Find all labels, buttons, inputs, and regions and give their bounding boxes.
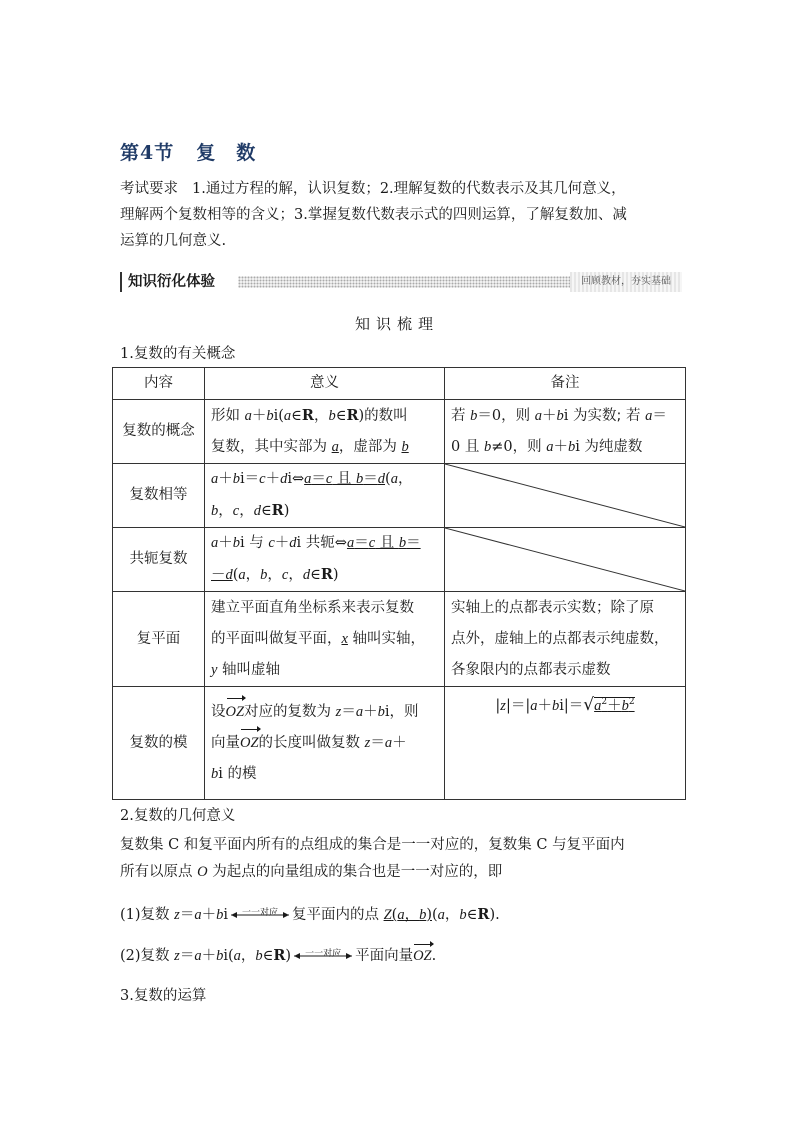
- row-note: 实轴上的点都表示实数；除了原 点外，虚轴上的点都表示纯虚数， 各象限内的点都表示虚数: [445, 592, 686, 687]
- row-note: 若 b＝0，则 a＋bi 为实数; 若 a＝ 0 且 b≠0，则 a＋bi 为纯虚数: [445, 400, 686, 464]
- row-name: 复数的概念: [113, 400, 205, 464]
- row-note: $|z|=|a+bi|=√a^2+b^2$: [445, 687, 686, 800]
- concepts-table: [112, 367, 686, 800]
- table-header-row: [113, 368, 686, 400]
- row-name: 共轭复数: [113, 528, 205, 592]
- header-content: 内容: [113, 368, 205, 400]
- empty-diagonal-cell: [445, 464, 686, 528]
- row-name: 复平面: [113, 592, 205, 687]
- table-row: [113, 528, 686, 592]
- subheading: 知识梳理: [354, 315, 439, 333]
- bidirectional-arrow-icon: 一一对应: [291, 947, 355, 965]
- banner-dots: [238, 276, 570, 288]
- section-name: 复 数: [196, 142, 257, 164]
- table-row: [113, 687, 686, 800]
- section-banner: [120, 272, 682, 292]
- requirements-label: 考试要求: [120, 181, 178, 197]
- correspondence-item-2: (2)复数 z＝a＋bi(a，b∈R) 一一对应 平面向量OZ.: [120, 942, 680, 970]
- banner-tag: 回顾教材，夯实基础: [570, 272, 682, 292]
- row-meaning: a＋bi 与 c＋di 共轭⇔a＝c 且 b＝ －d(a，b，c，d∈R): [205, 528, 445, 592]
- exam-requirements: [120, 176, 680, 254]
- section-number: 第4节: [120, 142, 175, 164]
- section-3-heading: 3.复数的运算: [120, 988, 207, 1004]
- row-name: 复数相等: [113, 464, 205, 528]
- banner-title: 知识衍化体验: [120, 272, 219, 292]
- section-2-heading: 2.复数的几何意义: [120, 808, 236, 824]
- row-name: 复数的模: [113, 687, 205, 800]
- header-note: 备注: [445, 368, 686, 400]
- row-meaning: 设OZ对应的复数为 z＝a＋bi，则 向量OZ的长度叫做复数 z＝a＋ bi 的模: [205, 687, 445, 800]
- bidirectional-arrow-icon: 一一对应: [228, 906, 292, 924]
- row-meaning: a＋bi＝c＋di⇔a＝c 且 b＝d(a， b，c，d∈R): [205, 464, 445, 528]
- requirements-line-1: 1.通过方程的解，认识复数；2.理解复数的代数表示及其几何意义，: [192, 181, 626, 197]
- row-meaning: 形如 a＋bi(a∈R，b∈R)的数叫 复数，其中实部为 a，虚部为 b: [205, 400, 445, 464]
- table-row: [113, 464, 686, 528]
- requirements-line-2: 理解两个复数相等的含义；3.掌握复数代数表示式的四则运算，了解复数加、减: [120, 207, 627, 223]
- page-title: [120, 138, 256, 165]
- row-meaning: 建立平面直角坐标系来表示复数 的平面叫做复平面，x 轴叫实轴， y 轴叫虚轴: [205, 592, 445, 687]
- section-1-heading: 1.复数的有关概念: [120, 346, 236, 362]
- table-row: [113, 592, 686, 687]
- table-row: [113, 400, 686, 464]
- geometric-meaning-paragraph: 复数集 C 和复平面内所有的点组成的集合是一一对应的，复数集 C 与复平面内 所有以原点 O 为起点的向量组成的集合也是一一对应的，即: [120, 837, 625, 880]
- header-meaning: 意义: [205, 368, 445, 400]
- requirements-line-3: 运算的几何意义.: [120, 233, 227, 249]
- empty-diagonal-cell: [445, 528, 686, 592]
- correspondence-item-1: (1)复数 z＝a＋bi 一一对应 复平面内的点 Z(a，b)(a，b∈R).: [120, 906, 500, 923]
